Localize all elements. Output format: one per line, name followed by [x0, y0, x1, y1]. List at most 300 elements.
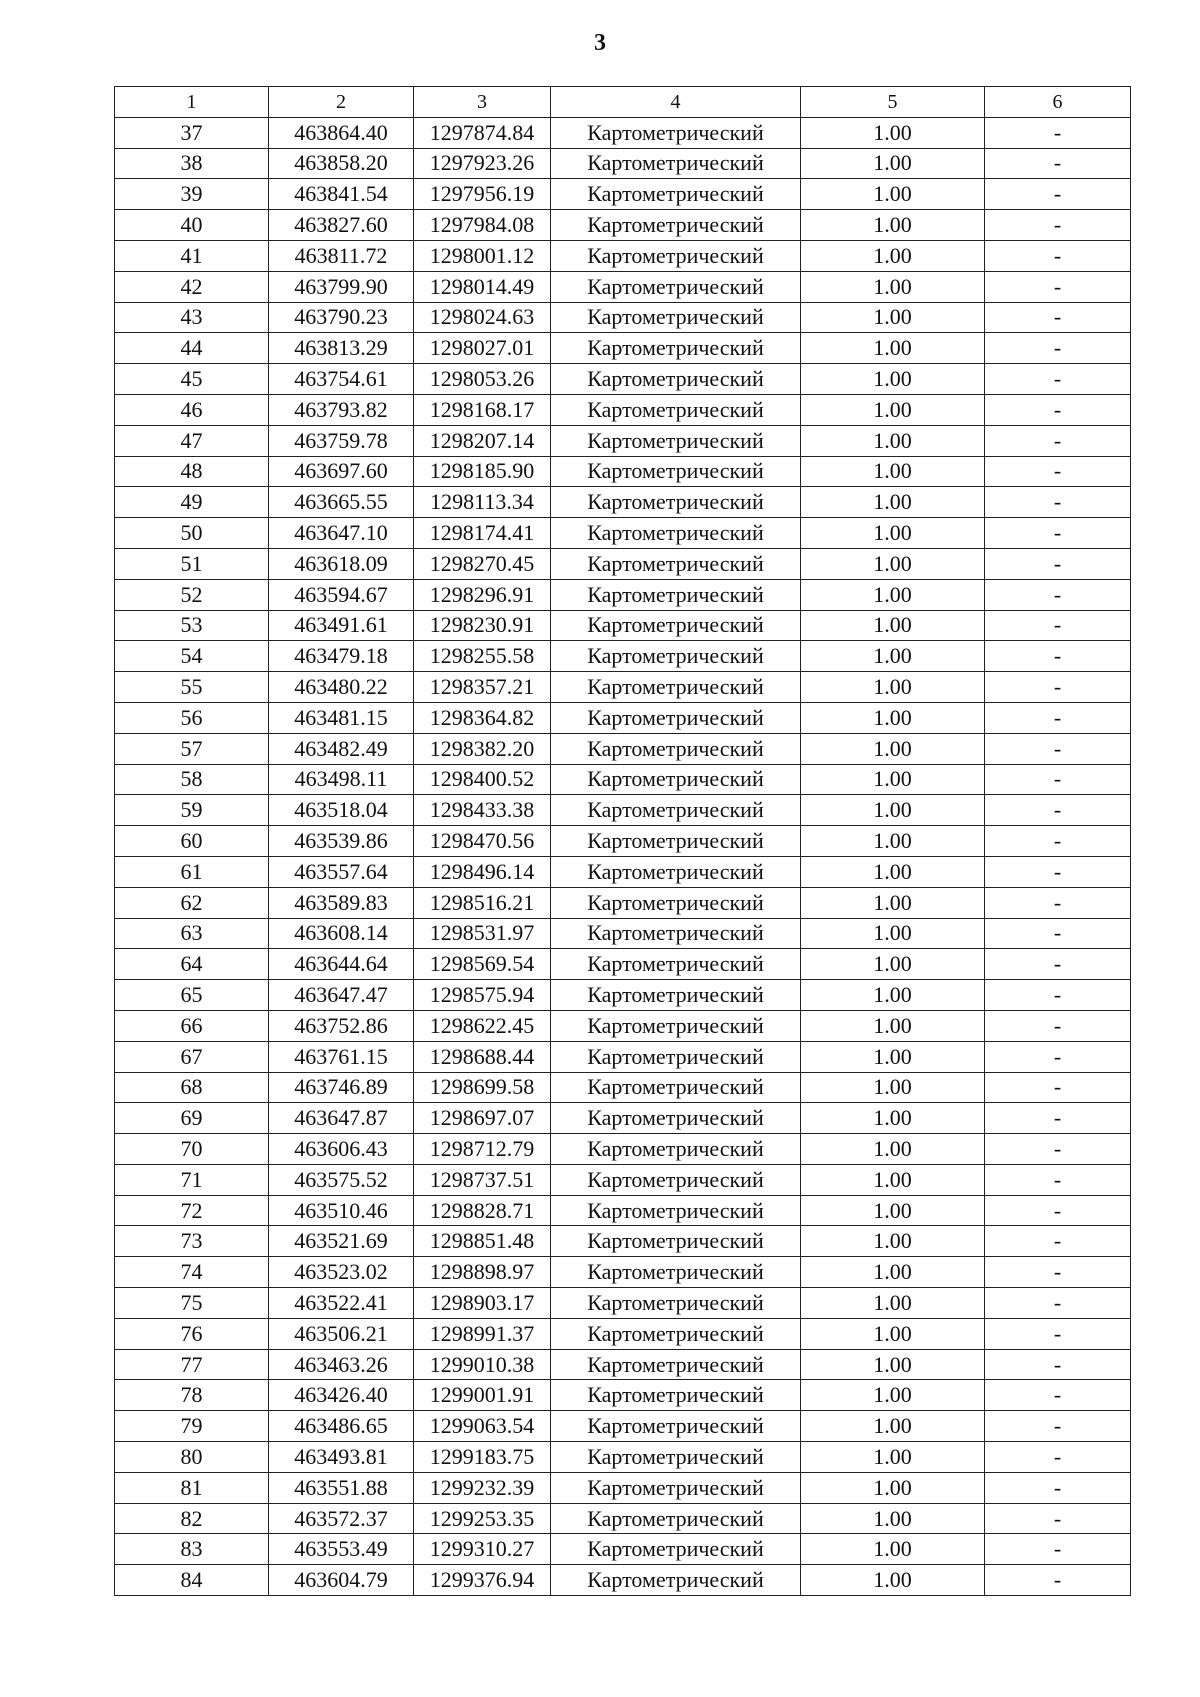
description-cell: - [985, 456, 1131, 487]
x-coordinate-cell: 463498.11 [269, 764, 414, 795]
accuracy-cell: 1.00 [801, 764, 985, 795]
description-cell: - [985, 271, 1131, 302]
x-coordinate-cell: 463754.61 [269, 364, 414, 395]
accuracy-cell: 1.00 [801, 641, 985, 672]
table-row [115, 764, 1131, 795]
y-coordinate-cell: 1299376.94 [414, 1565, 551, 1596]
y-coordinate-cell: 1298027.01 [414, 333, 551, 364]
method-cell: Картометрический [551, 610, 801, 641]
point-number-cell: 80 [115, 1442, 269, 1473]
method-cell: Картометрический [551, 1103, 801, 1134]
y-coordinate-cell: 1299001.91 [414, 1380, 551, 1411]
y-coordinate-cell: 1298296.91 [414, 579, 551, 610]
point-number-cell: 48 [115, 456, 269, 487]
accuracy-cell: 1.00 [801, 1010, 985, 1041]
y-coordinate-cell: 1299232.39 [414, 1472, 551, 1503]
accuracy-cell: 1.00 [801, 302, 985, 333]
point-number-cell: 42 [115, 271, 269, 302]
accuracy-cell: 1.00 [801, 887, 985, 918]
accuracy-cell: 1.00 [801, 980, 985, 1011]
point-number-cell: 60 [115, 826, 269, 857]
accuracy-cell: 1.00 [801, 1534, 985, 1565]
accuracy-cell: 1.00 [801, 1565, 985, 1596]
table-row [115, 1072, 1131, 1103]
x-coordinate-cell: 463551.88 [269, 1472, 414, 1503]
point-number-cell: 73 [115, 1226, 269, 1257]
point-number-cell: 72 [115, 1195, 269, 1226]
accuracy-cell: 1.00 [801, 364, 985, 395]
accuracy-cell: 1.00 [801, 425, 985, 456]
x-coordinate-cell: 463647.47 [269, 980, 414, 1011]
accuracy-cell: 1.00 [801, 1318, 985, 1349]
y-coordinate-cell: 1298898.97 [414, 1257, 551, 1288]
accuracy-cell: 1.00 [801, 1442, 985, 1473]
description-cell: - [985, 1164, 1131, 1195]
table-row [115, 179, 1131, 210]
method-cell: Картометрический [551, 1257, 801, 1288]
y-coordinate-cell: 1298496.14 [414, 856, 551, 887]
point-number-cell: 68 [115, 1072, 269, 1103]
y-coordinate-cell: 1299010.38 [414, 1349, 551, 1380]
x-coordinate-cell: 463486.65 [269, 1411, 414, 1442]
description-cell: - [985, 887, 1131, 918]
method-cell: Картометрический [551, 518, 801, 549]
point-number-cell: 45 [115, 364, 269, 395]
x-coordinate-cell: 463481.15 [269, 702, 414, 733]
table-row [115, 1257, 1131, 1288]
method-cell: Картометрический [551, 1565, 801, 1596]
accuracy-cell: 1.00 [801, 456, 985, 487]
x-coordinate-cell: 463858.20 [269, 148, 414, 179]
point-number-cell: 43 [115, 302, 269, 333]
point-number-cell: 44 [115, 333, 269, 364]
accuracy-cell: 1.00 [801, 1103, 985, 1134]
x-coordinate-cell: 463790.23 [269, 302, 414, 333]
point-number-cell: 58 [115, 764, 269, 795]
description-cell: - [985, 733, 1131, 764]
y-coordinate-cell: 1298207.14 [414, 425, 551, 456]
point-number-cell: 55 [115, 672, 269, 703]
table-row [115, 826, 1131, 857]
description-cell: - [985, 394, 1131, 425]
point-number-cell: 82 [115, 1503, 269, 1534]
x-coordinate-cell: 463482.49 [269, 733, 414, 764]
table-row [115, 117, 1131, 148]
table-row [115, 394, 1131, 425]
method-cell: Картометрический [551, 1472, 801, 1503]
point-number-cell: 78 [115, 1380, 269, 1411]
point-number-cell: 71 [115, 1164, 269, 1195]
column-header: 4 [551, 87, 801, 118]
x-coordinate-cell: 463589.83 [269, 887, 414, 918]
y-coordinate-cell: 1299253.35 [414, 1503, 551, 1534]
method-cell: Картометрический [551, 1442, 801, 1473]
y-coordinate-cell: 1298712.79 [414, 1134, 551, 1165]
point-number-cell: 53 [115, 610, 269, 641]
method-cell: Картометрический [551, 826, 801, 857]
x-coordinate-cell: 463463.26 [269, 1349, 414, 1380]
point-number-cell: 70 [115, 1134, 269, 1165]
method-cell: Картометрический [551, 980, 801, 1011]
method-cell: Картометрический [551, 456, 801, 487]
accuracy-cell: 1.00 [801, 548, 985, 579]
accuracy-cell: 1.00 [801, 394, 985, 425]
description-cell: - [985, 518, 1131, 549]
x-coordinate-cell: 463647.10 [269, 518, 414, 549]
coordinates-table [114, 86, 1131, 1596]
point-number-cell: 76 [115, 1318, 269, 1349]
accuracy-cell: 1.00 [801, 795, 985, 826]
x-coordinate-cell: 463752.86 [269, 1010, 414, 1041]
accuracy-cell: 1.00 [801, 1257, 985, 1288]
table-row [115, 1195, 1131, 1226]
y-coordinate-cell: 1298174.41 [414, 518, 551, 549]
description-cell: - [985, 672, 1131, 703]
description-cell: - [985, 1288, 1131, 1319]
point-number-cell: 56 [115, 702, 269, 733]
method-cell: Картометрический [551, 949, 801, 980]
accuracy-cell: 1.00 [801, 856, 985, 887]
point-number-cell: 81 [115, 1472, 269, 1503]
description-cell: - [985, 333, 1131, 364]
description-cell: - [985, 795, 1131, 826]
accuracy-cell: 1.00 [801, 179, 985, 210]
description-cell: - [985, 1534, 1131, 1565]
x-coordinate-cell: 463793.82 [269, 394, 414, 425]
method-cell: Картометрический [551, 702, 801, 733]
table-row [115, 1472, 1131, 1503]
description-cell: - [985, 1472, 1131, 1503]
method-cell: Картометрический [551, 548, 801, 579]
x-coordinate-cell: 463539.86 [269, 826, 414, 857]
y-coordinate-cell: 1298024.63 [414, 302, 551, 333]
table-row [115, 1349, 1131, 1380]
x-coordinate-cell: 463841.54 [269, 179, 414, 210]
y-coordinate-cell: 1299310.27 [414, 1534, 551, 1565]
table-row [115, 641, 1131, 672]
method-cell: Картометрический [551, 1195, 801, 1226]
x-coordinate-cell: 463618.09 [269, 548, 414, 579]
accuracy-cell: 1.00 [801, 271, 985, 302]
method-cell: Картометрический [551, 733, 801, 764]
point-number-cell: 54 [115, 641, 269, 672]
table-row [115, 1134, 1131, 1165]
y-coordinate-cell: 1297923.26 [414, 148, 551, 179]
x-coordinate-cell: 463518.04 [269, 795, 414, 826]
x-coordinate-cell: 463575.52 [269, 1164, 414, 1195]
description-cell: - [985, 702, 1131, 733]
description-cell: - [985, 179, 1131, 210]
method-cell: Картометрический [551, 487, 801, 518]
x-coordinate-cell: 463594.67 [269, 579, 414, 610]
method-cell: Картометрический [551, 425, 801, 456]
table-row [115, 518, 1131, 549]
column-header: 6 [985, 87, 1131, 118]
method-cell: Картометрический [551, 579, 801, 610]
table-row [115, 425, 1131, 456]
y-coordinate-cell: 1298364.82 [414, 702, 551, 733]
accuracy-cell: 1.00 [801, 733, 985, 764]
table-row [115, 1318, 1131, 1349]
description-cell: - [985, 1349, 1131, 1380]
description-cell: - [985, 918, 1131, 949]
table-row [115, 1534, 1131, 1565]
table-row [115, 302, 1131, 333]
method-cell: Картометрический [551, 271, 801, 302]
accuracy-cell: 1.00 [801, 333, 985, 364]
point-number-cell: 51 [115, 548, 269, 579]
accuracy-cell: 1.00 [801, 210, 985, 241]
description-cell: - [985, 148, 1131, 179]
x-coordinate-cell: 463479.18 [269, 641, 414, 672]
description-cell: - [985, 302, 1131, 333]
point-number-cell: 64 [115, 949, 269, 980]
column-header: 3 [414, 87, 551, 118]
description-cell: - [985, 1226, 1131, 1257]
x-coordinate-cell: 463604.79 [269, 1565, 414, 1596]
description-cell: - [985, 548, 1131, 579]
x-coordinate-cell: 463827.60 [269, 210, 414, 241]
method-cell: Картометрический [551, 1288, 801, 1319]
y-coordinate-cell: 1298688.44 [414, 1041, 551, 1072]
table-row [115, 487, 1131, 518]
accuracy-cell: 1.00 [801, 1226, 985, 1257]
x-coordinate-cell: 463557.64 [269, 856, 414, 887]
x-coordinate-cell: 463759.78 [269, 425, 414, 456]
accuracy-cell: 1.00 [801, 518, 985, 549]
point-number-cell: 46 [115, 394, 269, 425]
y-coordinate-cell: 1299183.75 [414, 1442, 551, 1473]
point-number-cell: 62 [115, 887, 269, 918]
table-row [115, 148, 1131, 179]
x-coordinate-cell: 463647.87 [269, 1103, 414, 1134]
description-cell: - [985, 1318, 1131, 1349]
y-coordinate-cell: 1298255.58 [414, 641, 551, 672]
description-cell: - [985, 856, 1131, 887]
description-cell: - [985, 1103, 1131, 1134]
accuracy-cell: 1.00 [801, 1288, 985, 1319]
table-row [115, 271, 1131, 302]
method-cell: Картометрический [551, 364, 801, 395]
point-number-cell: 37 [115, 117, 269, 148]
accuracy-cell: 1.00 [801, 1349, 985, 1380]
table-row [115, 1565, 1131, 1596]
method-cell: Картометрический [551, 856, 801, 887]
table-row [115, 210, 1131, 241]
point-number-cell: 52 [115, 579, 269, 610]
point-number-cell: 50 [115, 518, 269, 549]
method-cell: Картометрический [551, 918, 801, 949]
y-coordinate-cell: 1298433.38 [414, 795, 551, 826]
point-number-cell: 49 [115, 487, 269, 518]
table-row [115, 733, 1131, 764]
x-coordinate-cell: 463523.02 [269, 1257, 414, 1288]
y-coordinate-cell: 1298230.91 [414, 610, 551, 641]
y-coordinate-cell: 1298357.21 [414, 672, 551, 703]
x-coordinate-cell: 463697.60 [269, 456, 414, 487]
point-number-cell: 77 [115, 1349, 269, 1380]
description-cell: - [985, 1041, 1131, 1072]
accuracy-cell: 1.00 [801, 610, 985, 641]
accuracy-cell: 1.00 [801, 702, 985, 733]
description-cell: - [985, 641, 1131, 672]
method-cell: Картометрический [551, 302, 801, 333]
table-row [115, 1041, 1131, 1072]
x-coordinate-cell: 463522.41 [269, 1288, 414, 1319]
method-cell: Картометрический [551, 1318, 801, 1349]
accuracy-cell: 1.00 [801, 826, 985, 857]
table-row [115, 240, 1131, 271]
x-coordinate-cell: 463799.90 [269, 271, 414, 302]
accuracy-cell: 1.00 [801, 1411, 985, 1442]
accuracy-cell: 1.00 [801, 1195, 985, 1226]
x-coordinate-cell: 463665.55 [269, 487, 414, 518]
column-header: 1 [115, 87, 269, 118]
accuracy-cell: 1.00 [801, 1503, 985, 1534]
table-row [115, 702, 1131, 733]
point-number-cell: 79 [115, 1411, 269, 1442]
description-cell: - [985, 1072, 1131, 1103]
table-row [115, 1411, 1131, 1442]
x-coordinate-cell: 463521.69 [269, 1226, 414, 1257]
y-coordinate-cell: 1298697.07 [414, 1103, 551, 1134]
y-coordinate-cell: 1298053.26 [414, 364, 551, 395]
method-cell: Картометрический [551, 333, 801, 364]
description-cell: - [985, 1134, 1131, 1165]
table-row [115, 1103, 1131, 1134]
table-row [115, 949, 1131, 980]
column-header: 5 [801, 87, 985, 118]
description-cell: - [985, 1565, 1131, 1596]
point-number-cell: 61 [115, 856, 269, 887]
point-number-cell: 41 [115, 240, 269, 271]
method-cell: Картометрический [551, 1349, 801, 1380]
point-number-cell: 47 [115, 425, 269, 456]
description-cell: - [985, 826, 1131, 857]
table-row [115, 1288, 1131, 1319]
y-coordinate-cell: 1298516.21 [414, 887, 551, 918]
method-cell: Картометрический [551, 795, 801, 826]
y-coordinate-cell: 1298699.58 [414, 1072, 551, 1103]
y-coordinate-cell: 1297874.84 [414, 117, 551, 148]
x-coordinate-cell: 463510.46 [269, 1195, 414, 1226]
table-row [115, 548, 1131, 579]
description-cell: - [985, 1442, 1131, 1473]
description-cell: - [985, 980, 1131, 1011]
column-header: 2 [269, 87, 414, 118]
table-row [115, 918, 1131, 949]
table-row [115, 856, 1131, 887]
table-row [115, 456, 1131, 487]
x-coordinate-cell: 463491.61 [269, 610, 414, 641]
method-cell: Картометрический [551, 394, 801, 425]
method-cell: Картометрический [551, 764, 801, 795]
accuracy-cell: 1.00 [801, 1380, 985, 1411]
table-row [115, 1010, 1131, 1041]
table-row [115, 1442, 1131, 1473]
table-row [115, 1164, 1131, 1195]
point-number-cell: 74 [115, 1257, 269, 1288]
y-coordinate-cell: 1298531.97 [414, 918, 551, 949]
method-cell: Картометрический [551, 240, 801, 271]
accuracy-cell: 1.00 [801, 918, 985, 949]
method-cell: Картометрический [551, 1534, 801, 1565]
x-coordinate-cell: 463606.43 [269, 1134, 414, 1165]
x-coordinate-cell: 463644.64 [269, 949, 414, 980]
accuracy-cell: 1.00 [801, 579, 985, 610]
x-coordinate-cell: 463813.29 [269, 333, 414, 364]
description-cell: - [985, 1411, 1131, 1442]
method-cell: Картометрический [551, 887, 801, 918]
y-coordinate-cell: 1299063.54 [414, 1411, 551, 1442]
point-number-cell: 67 [115, 1041, 269, 1072]
accuracy-cell: 1.00 [801, 1134, 985, 1165]
table-row [115, 1226, 1131, 1257]
y-coordinate-cell: 1298270.45 [414, 548, 551, 579]
method-cell: Картометрический [551, 117, 801, 148]
x-coordinate-cell: 463864.40 [269, 117, 414, 148]
point-number-cell: 75 [115, 1288, 269, 1319]
x-coordinate-cell: 463553.49 [269, 1534, 414, 1565]
method-cell: Картометрический [551, 1072, 801, 1103]
description-cell: - [985, 364, 1131, 395]
accuracy-cell: 1.00 [801, 1041, 985, 1072]
point-number-cell: 40 [115, 210, 269, 241]
description-cell: - [985, 949, 1131, 980]
method-cell: Картометрический [551, 1380, 801, 1411]
y-coordinate-cell: 1298001.12 [414, 240, 551, 271]
table-row [115, 672, 1131, 703]
y-coordinate-cell: 1298828.71 [414, 1195, 551, 1226]
y-coordinate-cell: 1298014.49 [414, 271, 551, 302]
x-coordinate-cell: 463608.14 [269, 918, 414, 949]
x-coordinate-cell: 463811.72 [269, 240, 414, 271]
x-coordinate-cell: 463746.89 [269, 1072, 414, 1103]
method-cell: Картометрический [551, 672, 801, 703]
table-row [115, 1503, 1131, 1534]
y-coordinate-cell: 1298622.45 [414, 1010, 551, 1041]
description-cell: - [985, 117, 1131, 148]
y-coordinate-cell: 1298400.52 [414, 764, 551, 795]
accuracy-cell: 1.00 [801, 949, 985, 980]
accuracy-cell: 1.00 [801, 148, 985, 179]
table-row [115, 610, 1131, 641]
y-coordinate-cell: 1298575.94 [414, 980, 551, 1011]
method-cell: Картометрический [551, 1041, 801, 1072]
method-cell: Картометрический [551, 641, 801, 672]
method-cell: Картометрический [551, 148, 801, 179]
y-coordinate-cell: 1298991.37 [414, 1318, 551, 1349]
table-row [115, 1380, 1131, 1411]
method-cell: Картометрический [551, 1226, 801, 1257]
point-number-cell: 83 [115, 1534, 269, 1565]
point-number-cell: 84 [115, 1565, 269, 1596]
description-cell: - [985, 610, 1131, 641]
x-coordinate-cell: 463493.81 [269, 1442, 414, 1473]
y-coordinate-cell: 1298168.17 [414, 394, 551, 425]
point-number-cell: 59 [115, 795, 269, 826]
table-row [115, 333, 1131, 364]
table-row [115, 795, 1131, 826]
method-cell: Картометрический [551, 1164, 801, 1195]
method-cell: Картометрический [551, 1503, 801, 1534]
x-coordinate-cell: 463480.22 [269, 672, 414, 703]
point-number-cell: 38 [115, 148, 269, 179]
accuracy-cell: 1.00 [801, 117, 985, 148]
point-number-cell: 39 [115, 179, 269, 210]
y-coordinate-cell: 1297984.08 [414, 210, 551, 241]
method-cell: Картометрический [551, 179, 801, 210]
